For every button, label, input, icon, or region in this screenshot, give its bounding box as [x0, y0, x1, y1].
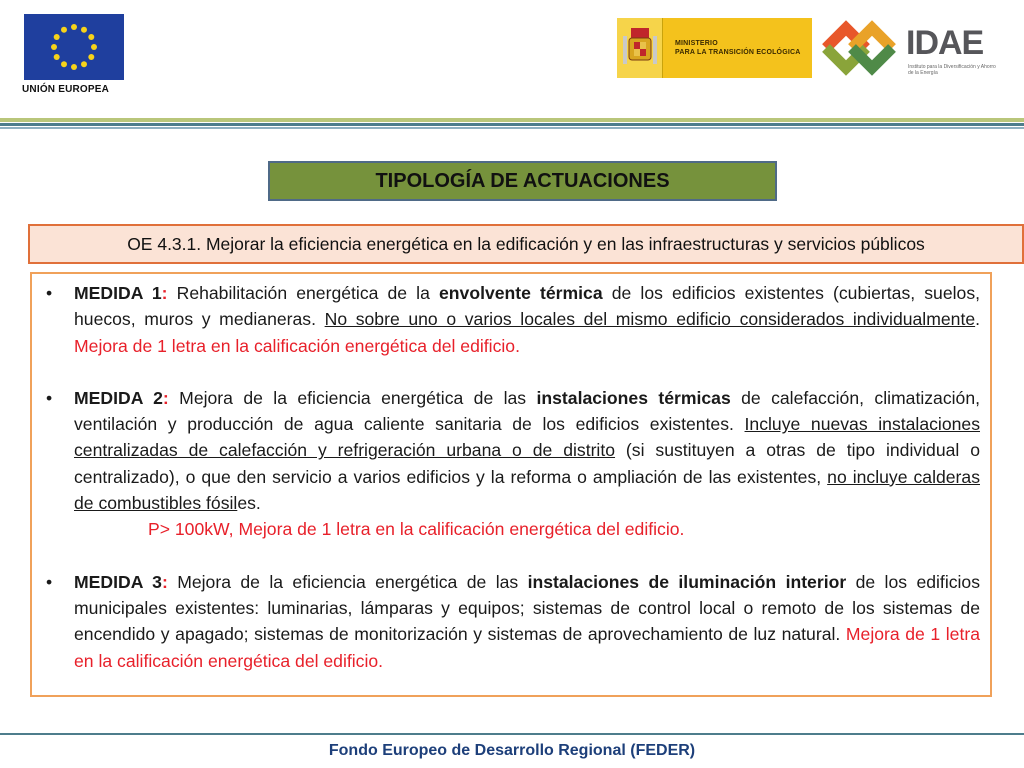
bullet: • [46, 571, 53, 592]
header-divider-top [0, 118, 1024, 122]
eu-flag-icon [24, 14, 124, 80]
measure-colon: : [161, 283, 168, 303]
eu-logo [22, 14, 126, 95]
measure-highlight: P> 100kW, Mejora de 1 letra en la calificación energética del edificio. [148, 519, 685, 540]
measure-label: MEDIDA 2 [74, 387, 163, 408]
footer-divider [0, 733, 1024, 735]
ministry-line-1: MINISTERIO [675, 40, 718, 47]
measure-bold-text: envolvente térmica [439, 283, 603, 303]
ministry-logo [617, 18, 812, 78]
idae-logo [816, 16, 996, 80]
measure-text: de calefacción, climatización, ventilación y producción de agua caliente sanitaria de los edificios existentes. [74, 387, 980, 435]
measure-underlined-text: no incluye calderas de combustibles fósil [74, 466, 980, 514]
measure-text: . [975, 309, 981, 330]
measure-highlight: Mejora de 1 letra en la calificación energética del edificio. [74, 624, 980, 671]
measure-text: de los edificios existentes (cubiertas, suelos, huecos, muros y medianeras. [74, 283, 980, 330]
measure-bold-text: instalaciones térmicas [536, 387, 731, 408]
measure-2 [46, 385, 980, 543]
measure-text: es. [237, 493, 261, 514]
measures-box [30, 272, 992, 697]
measure-text: Mejora de la eficiencia energética de las [167, 571, 528, 592]
measure-underlined-text: No sobre uno o varios locales del mismo edificio considerados individualmente [324, 309, 976, 330]
idae-name: IDAE [906, 24, 984, 62]
measure-text: Mejora de la eficiencia energética de las [168, 387, 537, 408]
measure-bold-text: instalaciones de iluminación interior [527, 571, 847, 592]
objective-banner [28, 224, 1024, 264]
ministry-name [675, 39, 801, 57]
slide-title: TIPOLOGÍA DE ACTUACIONES [375, 169, 670, 192]
measure-3 [46, 569, 980, 674]
spain-crest-icon [617, 18, 663, 78]
eu-caption: UNIÓN EUROPEA [22, 84, 110, 95]
bullet: • [46, 283, 53, 303]
idae-subtitle: Instituto para la Diversificación y Ahorro de la Energía [908, 64, 996, 76]
header-divider-bottom [0, 127, 1024, 129]
measure-colon: : [162, 387, 169, 408]
bullet: • [46, 387, 53, 408]
measure-1 [46, 280, 980, 359]
measure-label: MEDIDA 3 [74, 571, 162, 592]
measure-colon: : [161, 571, 168, 592]
idae-logo-icon [816, 16, 902, 80]
measure-label: MEDIDA 1 [74, 283, 162, 303]
measure-underlined-text: Incluye nuevas instalaciones centralizadas de calefacción y refrigeración urbana o de distrito [74, 414, 980, 461]
measure-text: de los edificios municipales existentes: luminarias, lámparas y equipos; sistemas de control local o remoto de los sistemas de encendido y apagado; sistemas de monitorización y sistemas de aprovechamiento de luz natural. [74, 571, 981, 645]
measure-text: (si sustituyen a otras de tipo individual o centralizado), o que den servicio a varios edificios y la reforma o ampliación de las existentes, [74, 440, 981, 487]
objective-text: OE 4.3.1. Mejorar la eficiencia energética en la edificación y en las infraestructuras y servicios públicos [127, 233, 925, 254]
slide-title-box [268, 161, 777, 201]
ministry-line-2: PARA LA TRANSICIÓN ECOLÓGICA [675, 49, 801, 56]
measure-highlight: Mejora de 1 letra en la calificación energética del edificio. [74, 335, 520, 356]
measure-text: Rehabilitación energética de la [167, 283, 439, 303]
footer-text: Fondo Europeo de Desarrollo Regional (FEDER) [328, 742, 696, 759]
header-divider-middle [0, 123, 1024, 126]
